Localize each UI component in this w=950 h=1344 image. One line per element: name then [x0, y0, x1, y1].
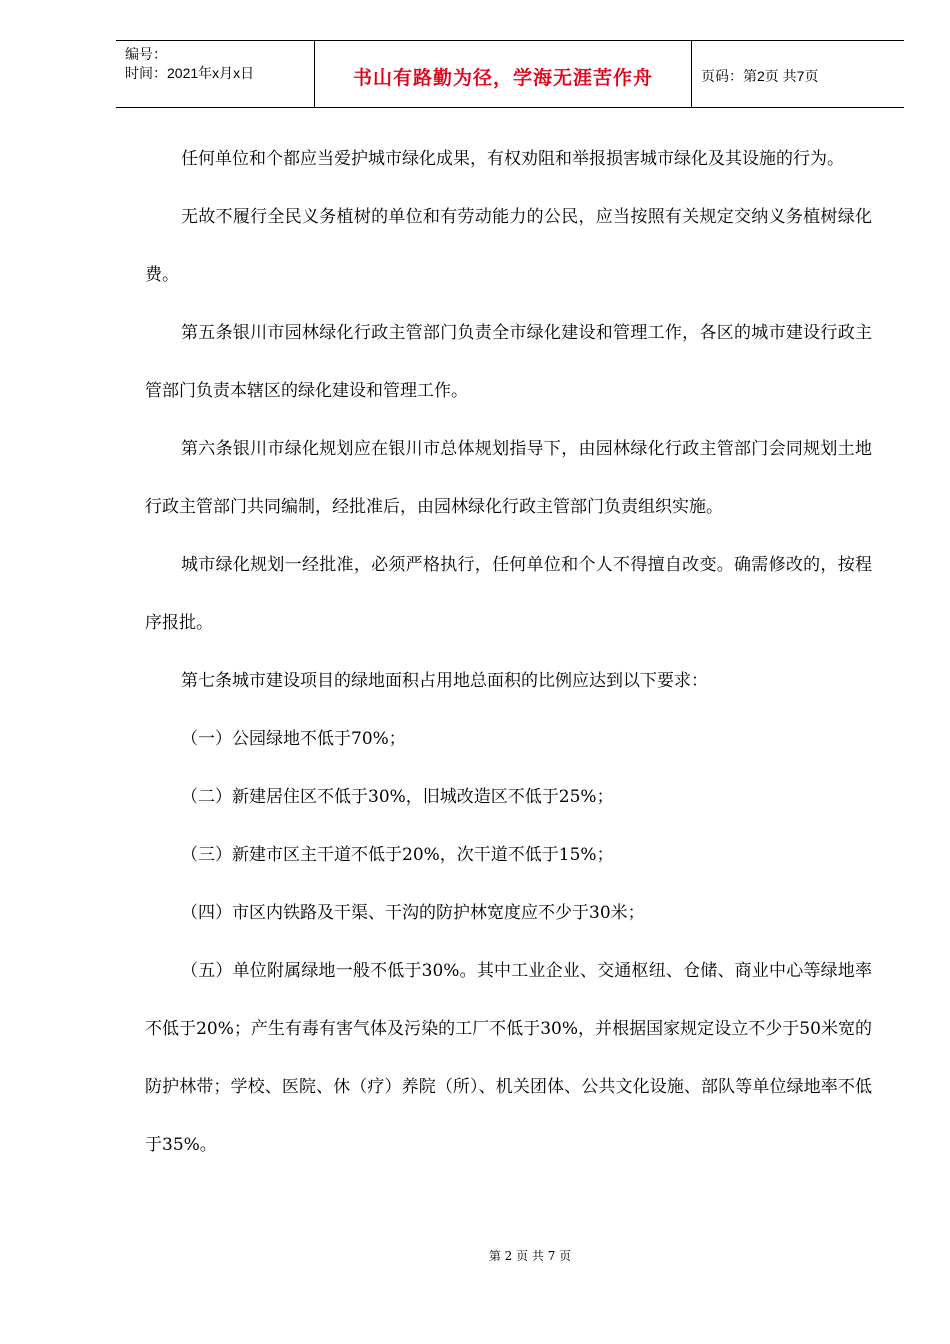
header-page-cell: [691, 41, 904, 107]
list-item: （二）新建居住区不低于30%，旧城改造区不低于25%；: [181, 787, 614, 807]
list-item: （三）新建市区主干道不低于20%，次干道不低于15%；: [181, 845, 614, 865]
paragraph: 第六条银川市绿化规划应在银川市总体规划指导下，由园林绿化行政主管部门会同规划土地行政主管部门共同编制，经批准后，由园林绿化行政主管部门负责组织实施。: [145, 439, 872, 517]
paragraph: 任何单位和个都应当爱护城市绿化成果，有权劝阻和举报损害城市绿化及其设施的行为。: [181, 149, 844, 169]
paragraph: 第七条城市建设项目的绿地面积占用地总面积的比例应达到以下要求：: [181, 671, 708, 691]
document-body: [145, 130, 872, 1174]
paragraph: 城市绿化规划一经批准，必须严格执行，任何单位和个人不得擅自改变。确需修改的，按程序报批。: [145, 555, 872, 633]
list-item: （五）单位附属绿地一般不低于30%。其中工业企业、交通枢纽、仓储、商业中心等绿地率不低于20%；产生有毒有害气体及污染的工厂不低于30%，并根据国家规定设立不少于50米宽的防护林带；学校、医院、休（疗）养院（所）、机关团体、公共文化设施、部队等单位绿地率不低于35%。: [145, 961, 872, 1155]
motto-text: 书山有路勤为径，学海无涯苦作舟: [352, 67, 653, 89]
list-item: （一）公园绿地不低于70%；: [181, 729, 406, 749]
serial-label: 编号：: [125, 46, 167, 62]
header-meta-cell: [116, 41, 314, 107]
page-number-label: 页码：第2页 共7页: [701, 68, 819, 84]
page-footer: 第 2 页 共 7 页: [488, 1249, 572, 1263]
paragraph: 无故不履行全民义务植树的单位和有劳动能力的公民，应当按照有关规定交纳义务植树绿化费。: [145, 207, 872, 285]
time-label: 时间：2021年x月x日: [125, 65, 255, 81]
paragraph: 第五条银川市园林绿化行政主管部门负责全市绿化建设和管理工作，各区的城市建设行政主管部门负责本辖区的绿化建设和管理工作。: [145, 323, 872, 401]
list-item: （四）市区内铁路及干渠、干沟的防护林宽度应不少于30米；: [181, 903, 645, 923]
page-header: [116, 40, 904, 108]
header-motto-cell: [314, 41, 692, 107]
